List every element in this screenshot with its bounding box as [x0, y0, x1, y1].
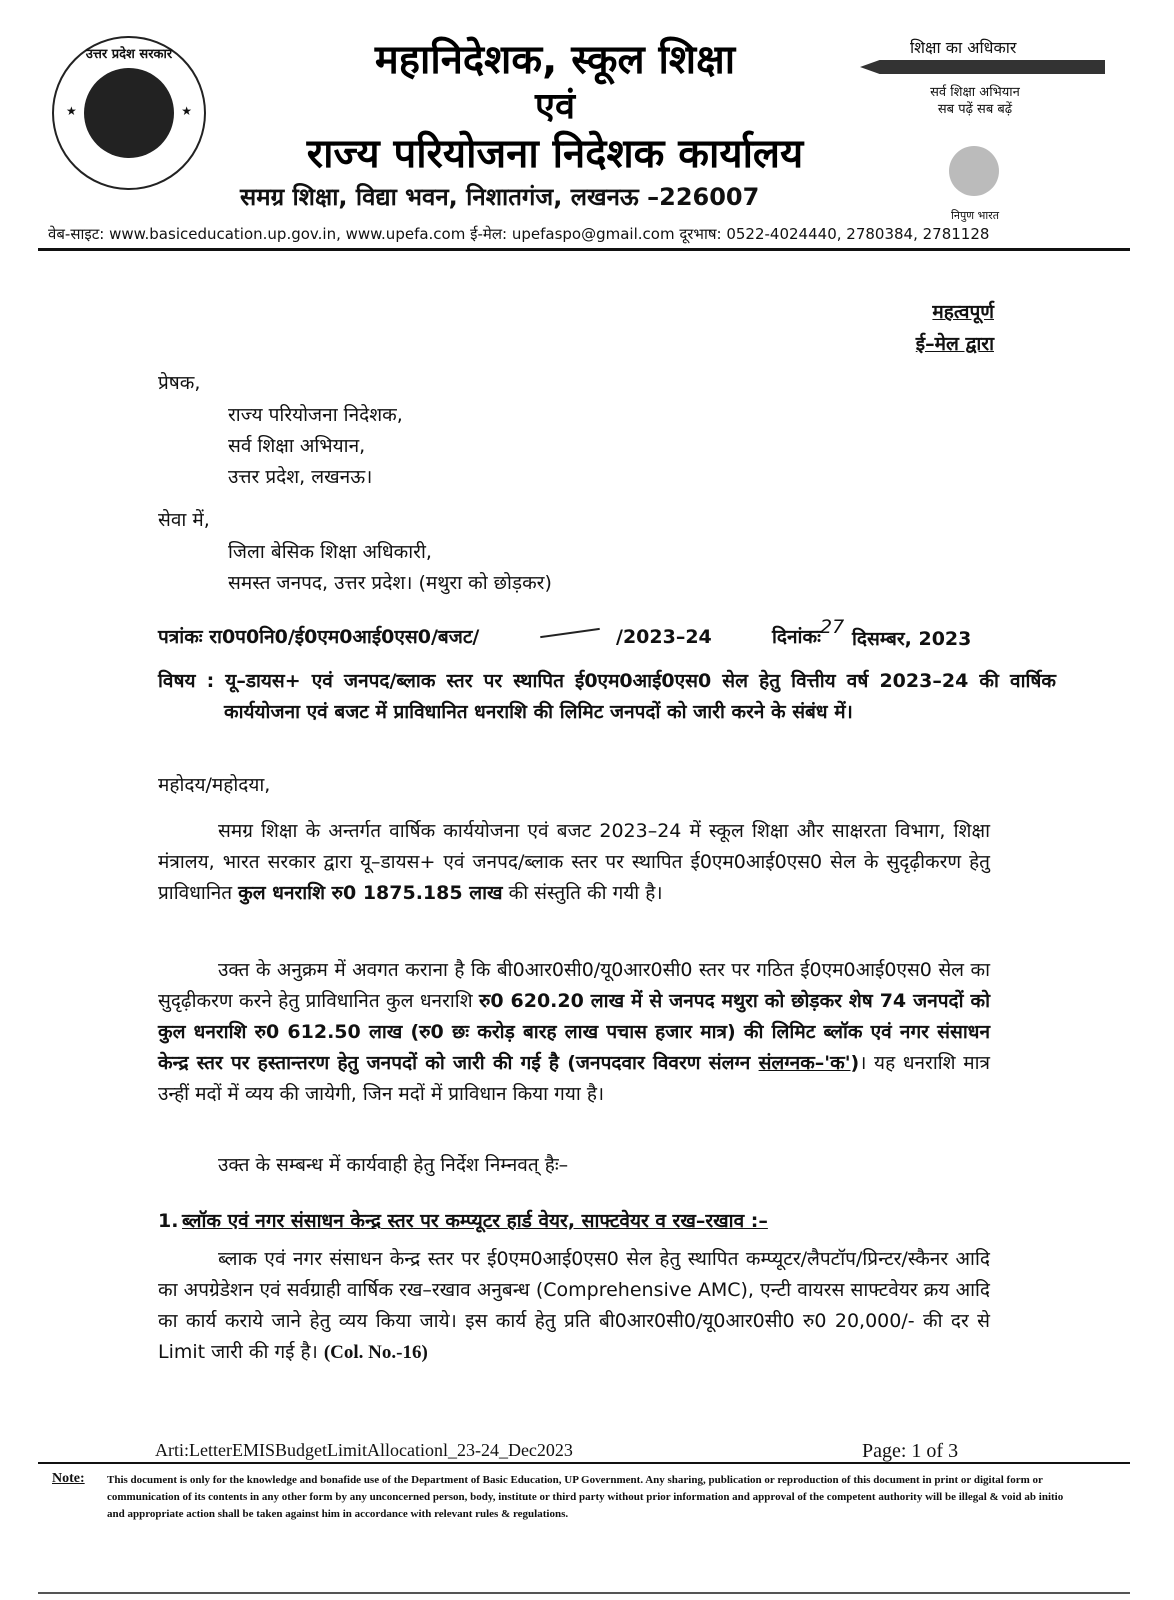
- recipient-line: समस्त जनपद, उत्तर प्रदेश। (मथुरा को छोड़कर): [228, 572, 552, 594]
- pencil-graphic: [860, 60, 1105, 74]
- sender-label: प्रेषक,: [158, 372, 201, 394]
- recipient-address: [228, 537, 552, 599]
- rte-logo: [850, 12, 1105, 82]
- date-value: दिसम्बर, 2023: [852, 628, 972, 650]
- section-1-heading: ब्लॉक एवं नगर संसाधन केन्द्र स्तर पर कम्प्यूटर हार्ड वेयर, साफ्टवेयर व रख–रखाव :–: [182, 1210, 768, 1232]
- paragraph-3: उक्त के सम्बन्ध में कार्यवाही हेतु निर्देश निम्नवत् हैः–: [218, 1154, 569, 1176]
- handwritten-date: 27: [820, 616, 845, 638]
- contact-line: वेब-साइट: www.basiceducation.up.gov.in, www.upefa.com ई-मेल: upefaspo@gmail.com दूरभाष: 0522-4024440, 2780384, 2781128: [48, 225, 990, 243]
- paragraph-1: [158, 816, 990, 909]
- up-government-seal: [52, 36, 206, 190]
- bottom-border: [38, 1592, 1130, 1594]
- allocated-amount: रु0 620.20 लाख में से जनपद मथुरा को छोड़कर शेष 74 जनपदों को कुल धनराशि रु0 612.50 लाख (रु0 छः करोड़ बारह लाख पचास हजार मात्र) की लिमिट ब्लॉक एवं नगर संसाधन केन्द्र स्तर पर हस्तान्तरण हेतु जनपदों को जारी की गई है (जनपदवार विवरण संलग्न: [158, 990, 990, 1074]
- file-reference: Arti:LetterEMISBudgetLimitAllocationl_23-24_Dec2023: [155, 1440, 573, 1460]
- para2-text: उक्त के अनुक्रम में अवगत कराना है कि बी0आर0सी0/यू0आर0सी0 स्तर पर गठित ई0एम0आई0एस0 सेल का सुदृढ़ीकरण करने हेतु प्राविधानित कुल धनराशि: [158, 959, 990, 1012]
- section-1-number: 1.: [158, 1210, 179, 1232]
- important-mark: महत्वपूर्ण: [932, 301, 994, 323]
- section-1-text: ब्लाक एवं नगर संसाधन केन्द्र स्तर पर ई0एम0आई0एस0 सेल हेतु स्थापित कम्प्यूटर/लैपटॉप/प्रिन्टर/स्कैनर आदि का अपग्रेडेशन एवं सर्वग्राही वार्षिक रख–रखाव अनुबन्ध (Comprehensive AMC), एन्टी वायरस साफ्टवेयर क्रय आदि का कार्य कराये जाने हेतु व्यय किया जाये। इस कार्य हेतु प्रति बी0आर0सी0/यू0आर0सी0 रु0 20,000/- की दर से Limit जारी की गई है।: [158, 1248, 990, 1363]
- salutation: महोदय/महोदया,: [158, 774, 271, 796]
- star-icon: ★: [66, 104, 77, 118]
- office-title-line2: एवं: [535, 86, 575, 127]
- ssa-line1: सर्व शिक्षा अभियान: [930, 85, 1020, 100]
- paragraph-2: [158, 955, 990, 1110]
- note-text: This document is only for the knowledge and bonafide use of the Department of Basic Education, UP Government. Any sharing, publication or reproduction of this document in print or digital form or communication of its contents in any other form by any unconcerned person, body, institute or third party without prior information and approval of the competent authority will be illegal & void ab initio and appropriate action shall be taken against him in accordance with relevant rules & regulations.: [107, 1474, 1064, 1520]
- office-title-line3: राज्य परियोजना निदेशक कार्यालय: [306, 131, 804, 177]
- para2-text: ): [850, 1052, 860, 1074]
- para1-text: की संस्तुति की गयी है।: [502, 882, 663, 904]
- disclaimer-note: [52, 1472, 1082, 1523]
- star-icon: ★: [181, 104, 192, 118]
- nipun-bharat-logo: [935, 138, 1015, 200]
- office-address: समग्र शिक्षा, विद्या भवन, निशातगंज, लखनऊ –226007: [240, 183, 760, 211]
- via-email-mark: ई–मेल द्वारा: [915, 333, 994, 355]
- header-divider: [38, 248, 1130, 251]
- total-amount: कुल धनराशि रु0 1875.185 लाख: [238, 882, 503, 904]
- rte-logo-text: शिक्षा का अधिकार: [910, 38, 1017, 57]
- sender-line: राज्य परियोजना निदेशक,: [228, 404, 403, 426]
- priority-marks: [916, 296, 994, 360]
- page-number: Page: 1 of 3: [862, 1440, 959, 1462]
- ssa-line2: सब पढ़ें सब बढ़ें: [937, 102, 1013, 117]
- letter-year: /2023–24: [616, 626, 712, 648]
- sender-address: [228, 400, 403, 493]
- seal-text: उत्तर प्रदेश सरकार: [85, 47, 173, 62]
- letter-number: पत्रांकः रा0प0नि0/ई0एम0आई0एस0/बजट/: [158, 626, 480, 648]
- date-label: दिनांकः: [772, 626, 821, 648]
- office-title-line1: महानिदेशक, स्कूल शिक्षा: [374, 37, 736, 83]
- annexure-ref: संलग्नक–'क': [758, 1052, 851, 1074]
- nipun-bharat-label: निपुण भारत: [950, 209, 999, 222]
- seal-emblem: [84, 68, 174, 158]
- column-ref: (Col. No.-16): [323, 1342, 428, 1363]
- para1-text: समग्र शिक्षा के अन्तर्गत वार्षिक कार्ययोजना एवं बजट 2023–24 में स्कूल शिक्षा और साक्षरता विभाग, शिक्षा मंत्रालय, भारत सरकार द्वारा यू–डायस+ एवं जनपद/ब्लाक स्तर पर स्थापित ई0एम0आई0एस0 सेल के सुदृढ़ीकरण हेतु प्राविधानित: [158, 820, 990, 904]
- ssa-tagline: [900, 84, 1050, 118]
- para2-text: । यह धनराशि मात्र उन्हीं मदों में व्यय की जायेगी, जिन मदों में प्राविधान किया गया है।: [158, 1052, 991, 1105]
- sender-line: उत्तर प्रदेश, लखनऊ।: [228, 466, 373, 488]
- subject: विषय : यू–डायस+ एवं जनपद/ब्लाक स्तर पर स्थापित ई0एम0आई0एस0 सेल हेतु वित्तीय वर्ष 2023–24 की वार्षिक कार्ययोजना एवं बजट में प्राविधानित धनराशि की लिमिट जनपदों को जारी करने के संबंध में।: [158, 670, 1056, 723]
- recipient-line: जिला बेसिक शिक्षा अधिकारी,: [228, 541, 432, 563]
- handwritten-number-stroke: [540, 628, 600, 638]
- sender-line: सर्व शिक्षा अभियान,: [228, 435, 366, 457]
- footer-divider: [38, 1462, 1130, 1464]
- note-label: Note:: [52, 1471, 85, 1486]
- section-1-body: [158, 1244, 990, 1368]
- recipient-label: सेवा में,: [158, 509, 210, 531]
